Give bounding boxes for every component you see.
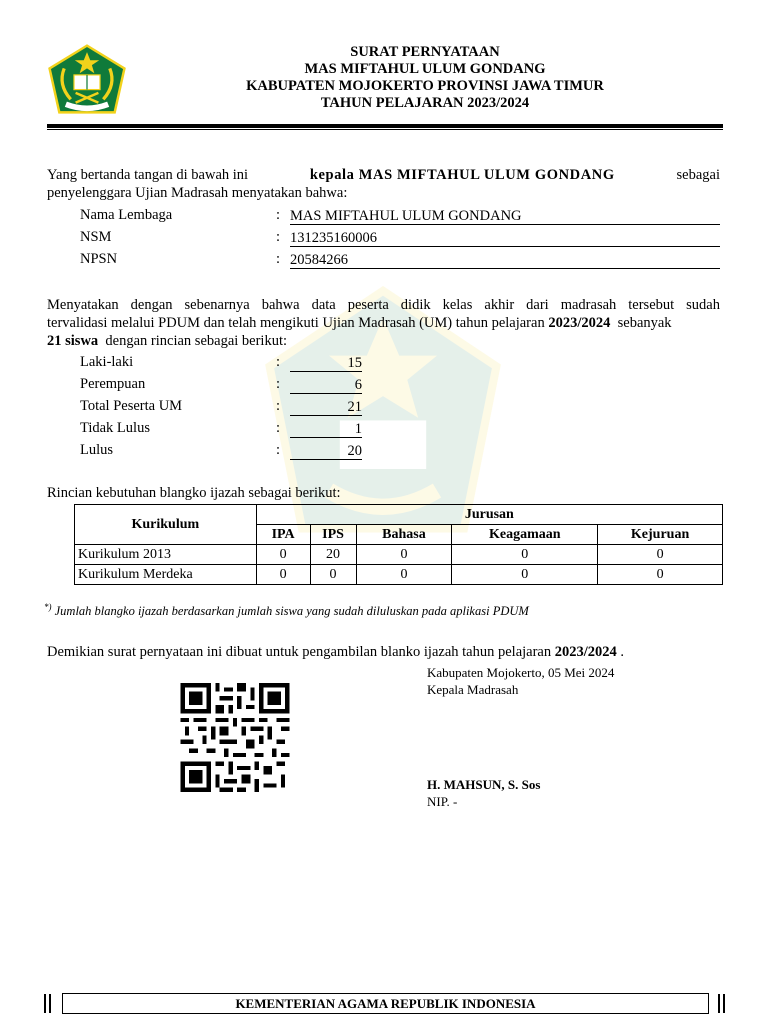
column-header: Keagamaan <box>452 525 598 545</box>
intro-paragraph <box>47 166 720 184</box>
identity-label: Nama Lembaga <box>80 207 173 223</box>
colon: : <box>276 398 281 414</box>
title-line-1: SURAT PERNYATAAN <box>350 44 500 60</box>
sign-position: Kepala Madrasah <box>427 682 519 697</box>
stat-value: 6 <box>290 377 362 394</box>
table-cell: 20 <box>310 545 356 565</box>
colon: : <box>276 251 281 267</box>
footer-right-bar <box>718 994 725 1013</box>
table-cell: 0 <box>310 565 356 585</box>
closing-year: 2023/2024 <box>554 644 617 660</box>
intro-line-2: penyelenggara Ujian Madrasah menyatakan bahwa: <box>47 185 348 201</box>
table-row <box>75 545 723 565</box>
kemenag-logo <box>46 44 128 114</box>
footer-box: KEMENTERIAN AGAMA REPUBLIK INDONESIA <box>62 993 709 1014</box>
table-cell: 0 <box>598 545 723 565</box>
table-cell: 0 <box>598 565 723 585</box>
table-cell: 0 <box>356 545 452 565</box>
colon: : <box>276 229 281 245</box>
stat-value: 15 <box>290 355 362 372</box>
column-header: IPS <box>310 525 356 545</box>
ijazah-table <box>74 504 723 585</box>
header-divider <box>47 124 723 128</box>
closing-paragraph <box>47 643 624 661</box>
stat-label: Lulus <box>80 442 114 458</box>
statement-count: 21 siswa <box>47 333 99 349</box>
table-cell: 0 <box>452 545 598 565</box>
statement-rincian: dengan rincian sebagai berikut: <box>105 333 288 349</box>
title-line-3: KABUPATEN MOJOKERTO PROVINSI JAWA TIMUR <box>246 78 604 94</box>
stat-label: Perempuan <box>80 376 146 392</box>
footnote <box>44 602 529 619</box>
identity-value: MAS MIFTAHUL ULUM GONDANG <box>290 208 720 225</box>
intro-bold: kepala MAS MIFTAHUL ULUM GONDANG <box>309 167 615 183</box>
table-header-row <box>75 505 723 525</box>
colon: : <box>276 207 281 223</box>
column-header: Kejuruan <box>598 525 723 545</box>
sign-name: H. MAHSUN, S. Sos <box>427 777 541 792</box>
jurusan-header: Jurusan <box>256 505 722 525</box>
closing-text: Demikian surat pernyataan ini dibuat untuk pengambilan blanko ijazah tahun pelajaran <box>47 644 552 660</box>
intro-text-1: Yang bertanda tangan di bawah ini <box>47 167 249 183</box>
title-line-4: TAHUN PELAJARAN 2023/2024 <box>320 95 530 111</box>
statement-sebanyak: sebanyak <box>617 315 672 331</box>
colon: : <box>276 376 281 392</box>
table-cell: 0 <box>452 565 598 585</box>
stat-value: 1 <box>290 421 362 438</box>
statement-text: tervalidasi melalui PDUM dan telah mengikuti Ujian Madrasah (UM) tahun pelajaran <box>47 315 545 331</box>
title-line-2: MAS MIFTAHUL ULUM GONDANG <box>304 61 546 77</box>
statement-line-3 <box>47 332 287 350</box>
stat-value: 20 <box>290 443 362 460</box>
statement-year: 2023/2024 <box>548 315 611 331</box>
statement-line-1: Menyatakan dengan sebenarnya bahwa data peserta didik kelas akhir dari madrasah tersebut sudah <box>47 297 720 313</box>
stat-label: Tidak Lulus <box>80 420 150 436</box>
header-divider-thin <box>47 129 723 130</box>
row-name: Kurikulum Merdeka <box>75 565 257 585</box>
table-cell: 0 <box>256 565 310 585</box>
statement-line-2 <box>47 314 720 332</box>
identity-label: NSM <box>80 229 112 245</box>
colon: : <box>276 442 281 458</box>
stat-value: 21 <box>290 399 362 416</box>
footer-left-bar <box>44 994 51 1013</box>
footnote-marker: *) <box>44 602 52 612</box>
identity-value: 131235160006 <box>290 230 720 247</box>
stat-label: Laki-laki <box>80 354 134 370</box>
column-header: IPA <box>256 525 310 545</box>
table-row <box>75 565 723 585</box>
row-name: Kurikulum 2013 <box>75 545 257 565</box>
kurikulum-header: Kurikulum <box>75 505 257 545</box>
identity-label: NPSN <box>80 251 118 267</box>
colon: : <box>276 420 281 436</box>
column-header: Bahasa <box>356 525 452 545</box>
table-cell: 0 <box>256 545 310 565</box>
qr-code <box>179 683 291 792</box>
stat-label: Total Peserta UM <box>80 398 183 414</box>
colon: : <box>276 354 281 370</box>
footnote-text: Jumlah blangko ijazah berdasarkan jumlah siswa yang sudah diluluskan pada aplikasi PDUM <box>54 604 529 619</box>
closing-end: . <box>620 644 625 660</box>
table-intro: Rincian kebutuhan blangko ijazah sebagai berikut: <box>47 485 341 501</box>
table-cell: 0 <box>356 565 452 585</box>
identity-value: 20584266 <box>290 252 720 269</box>
sign-place-date: Kabupaten Mojokerto, 05 Mei 2024 <box>427 665 615 680</box>
sign-nip: NIP. - <box>427 794 458 809</box>
intro-text-2: sebagai <box>676 167 720 183</box>
